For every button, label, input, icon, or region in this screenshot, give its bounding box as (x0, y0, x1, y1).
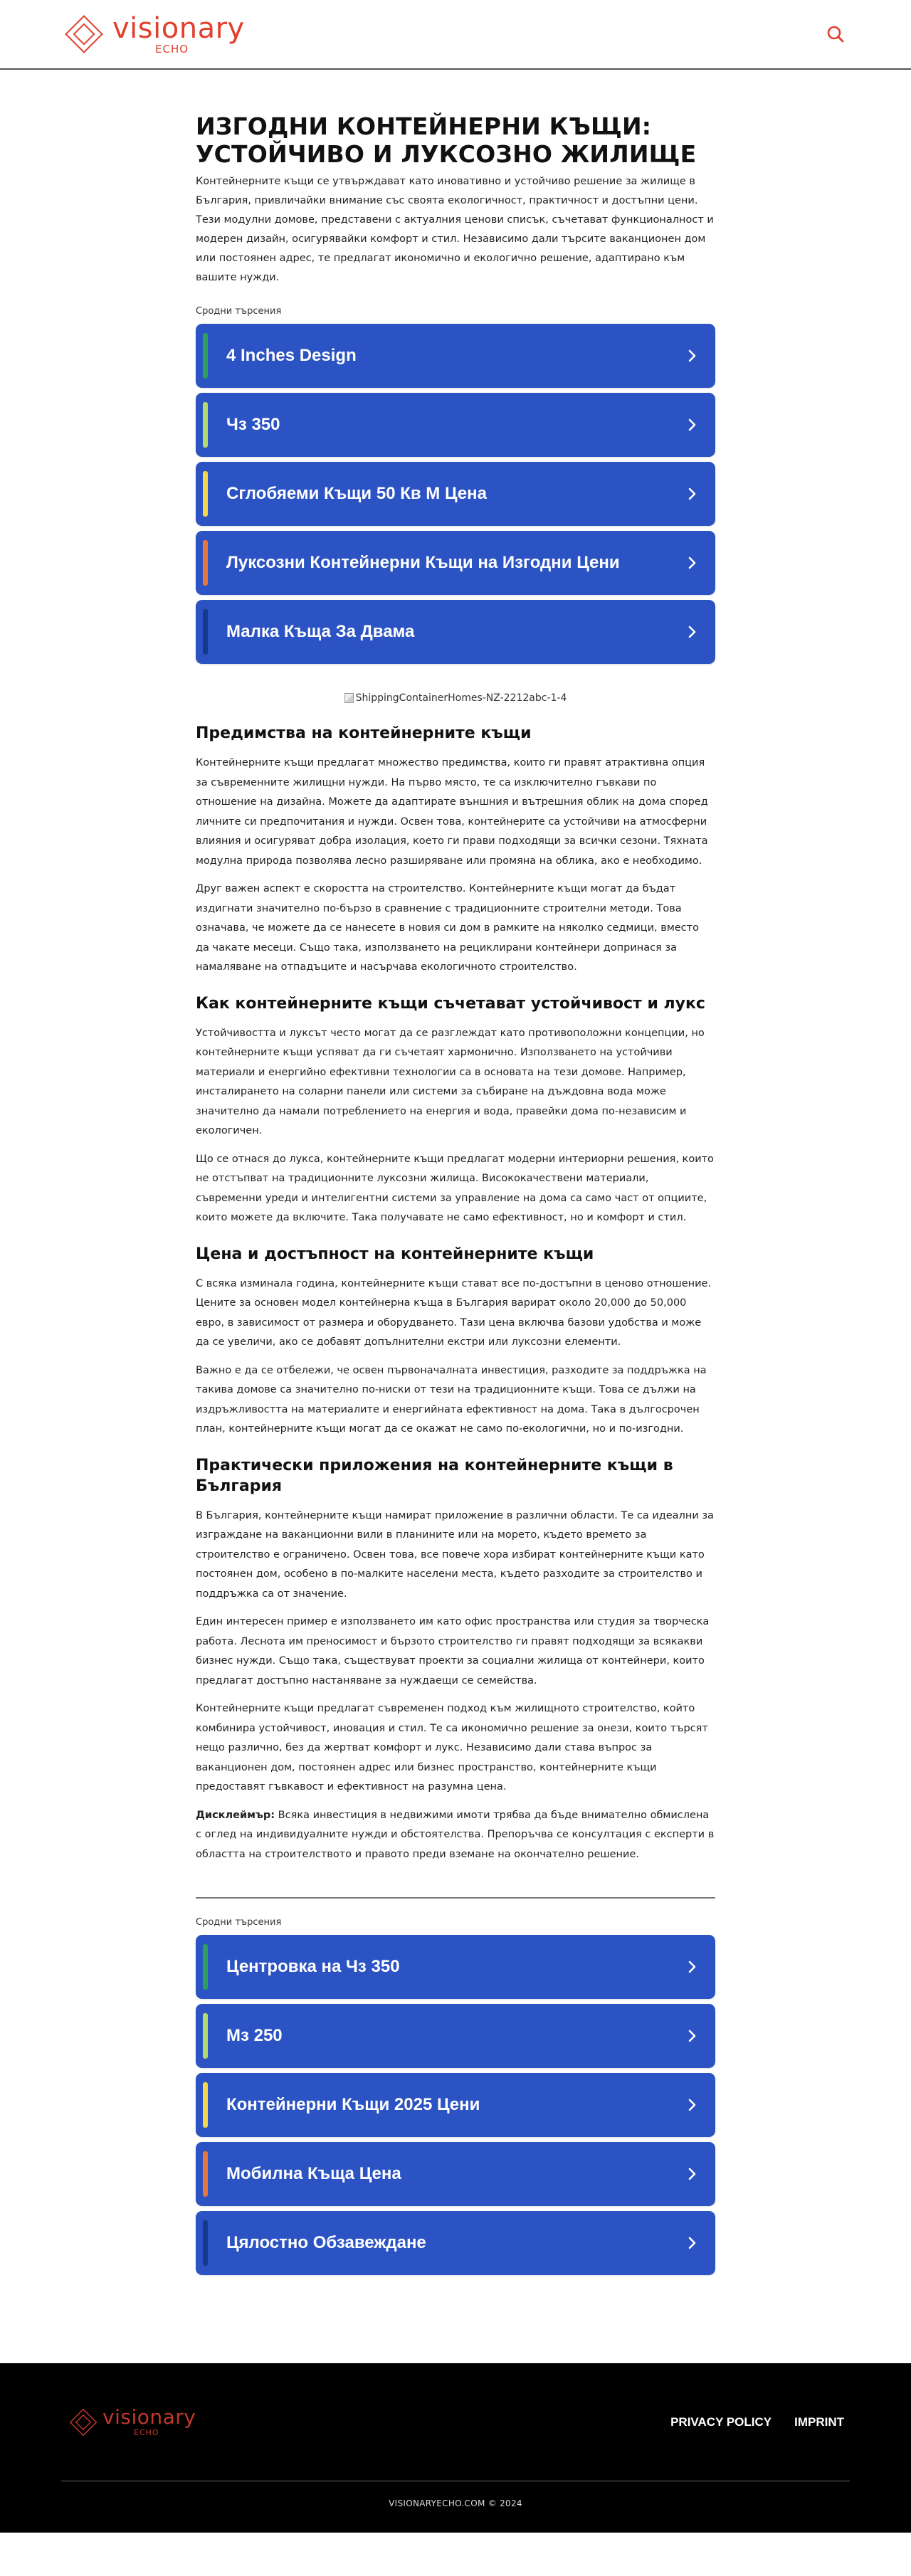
site-footer (0, 2363, 911, 2533)
section-paragraph: Устойчивостта и луксът често могат да се разглеждат като противоположни концепции, но контейнерните къщи успяват да ги съчетаят хармонично. Използването на устойчиви материали и енергийно ефективни технологии са в основата на тези домове. Например, инсталирането на соларни панели или системи за събиране на дъждовна вода може значително да намали потреблението на енергия и вода, правейки дома по-независим и екологичен. (196, 1027, 705, 1136)
chevron-right-icon (684, 417, 700, 433)
related-search-label: 4 Inches Design (226, 346, 357, 365)
search-icon (826, 25, 845, 43)
section-paragraph: Друг важен аспект е скоростта на строителство. Контейнерните къщи могат да бъдат издигнати значително по-бързо в сравнение с традиционните строителни методи. Това означава, че можете да се нанесете в новия си дом в рамките на няколко седмици, вместо да чакате месеци. Също така, използването на рециклирани контейнери допринася за намаляване на отпадъците и насърчава екологичното строителство. (196, 883, 699, 973)
divider (196, 1897, 715, 1899)
section-heading: Как контейнерните къщи съчетават устойчивост и лукс (196, 994, 705, 1013)
disclaimer-label: Дисклеймър: (196, 1809, 275, 1821)
section-heading: Цена и достъпност на контейнерните къщи (196, 1245, 594, 1263)
accent-bar (203, 540, 208, 586)
section-applications (196, 1455, 715, 1865)
related-search-item[interactable] (196, 2004, 715, 2068)
related-search-item[interactable] (196, 1935, 715, 1999)
chevron-right-icon (684, 2166, 700, 2182)
accent-bar (203, 1944, 208, 1990)
search-button[interactable] (821, 20, 850, 48)
related-search-label: Сглобяеми Къщи 50 Кв М Цена (226, 484, 487, 503)
chevron-right-icon (684, 2028, 700, 2044)
section-paragraph: Що се отнася до лукса, контейнерните къщи предлагат модерни интериорни решения, които не отстъпват на традиционните луксозни жилища. Висококачествени материали, съвременни уреди и интелигентни системи за управление на дома са само част от опциите, които можете да включите. Така получавате не само ефективност, но и комфорт и стил. (196, 1153, 714, 1223)
related-searches-bottom (196, 1935, 715, 2275)
privacy-policy-link[interactable]: PRIVACY POLICY (670, 2414, 772, 2429)
chevron-right-icon (684, 1959, 700, 1975)
chevron-right-icon (684, 348, 700, 364)
copyright: VISIONARYECHO.COM © 2024 (389, 2498, 522, 2508)
disclaimer (196, 1806, 715, 1865)
diamond-logo-icon (67, 2406, 100, 2439)
section-paragraph: Важно е да се отбележи, че освен първоначалната инвестиция, разходите за поддръжка на такива домове са значително по-ниски от тези на традиционните къщи. Това се дължи на издръжливостта на материалите и енергийната ефективност на дома. Така в дългосрочен план, контейнерните къщи могат да се окажат не само по-екологични, но и по-изгодни. (196, 1364, 707, 1435)
chevron-right-icon (684, 624, 700, 640)
logo-name: visionary (112, 11, 245, 45)
section-paragraph: Един интересен пример е използването им като офис пространства или студия за творческа работа. Леснота им преносимост и бързото строителство ги правят подходящи за всякакви бизнес нужди. Също така, съществуват проекти за социални жилища от контейнери, които предлагат достъпно настаняване за нуждаещи се семейства. (196, 1616, 710, 1686)
related-searches-label: Сродни търсения (196, 306, 282, 317)
related-search-label: Мз 250 (226, 2026, 283, 2045)
disclaimer-text: Всяка инвестиция в недвижими имоти трябва да бъде внимателно обмислена с оглед на индивидуалните нужди и обстоятелства. Препоръчва се консултация с експерти в областта на строителството и правото преди вземане на окончателно решение. (196, 1809, 715, 1860)
related-searches-top (196, 324, 715, 664)
related-searches-label: Сродни търсения (196, 1917, 282, 1928)
logo-subname: ECHO (155, 42, 189, 56)
logo-text (112, 11, 245, 56)
site-logo[interactable] (61, 11, 245, 57)
accent-bar (203, 471, 208, 517)
footer-logo-name: visionary (102, 2405, 196, 2429)
related-search-label: Луксозни Контейнерни Къщи на Изгодни Цени (226, 553, 620, 572)
accent-bar (203, 2151, 208, 2197)
article-image (196, 692, 715, 706)
chevron-right-icon (684, 555, 700, 571)
footer-nav (670, 2415, 844, 2429)
section-paragraph: Контейнерните къщи предлагат множество предимства, които ги правят атрактивна опция за съвременните жилищни нужди. На първо място, те са изключително гъвкави по отношение на дизайна. Можете да адаптирате външния и вътрешния облик на дома според личните си предпочитания и нужди. Освен това, контейнерите са устойчиви на атмосферни влияния и осигуряват добра изолация, което ги прави подходящи за всички сезони. Тяхната модулна природа позволява лесно разширяване или промяна на облика, ако е необходимо. (196, 757, 708, 867)
section-advantages (196, 723, 715, 978)
section-heading: Практически приложения на контейнерните къщи в България (196, 1456, 673, 1495)
related-search-item[interactable] (196, 2211, 715, 2275)
chevron-right-icon (684, 486, 700, 502)
page-title: ИЗГОДНИ КОНТЕЙНЕРНИ КЪЩИ: УСТОЙЧИВО И ЛУКСОЗНО ЖИЛИЩЕ (196, 112, 697, 168)
related-search-item[interactable] (196, 2073, 715, 2137)
accent-bar (203, 402, 208, 448)
related-search-item[interactable] (196, 393, 715, 457)
related-search-label: Цялостно Обзавеждане (226, 2233, 426, 2252)
chevron-right-icon (684, 2097, 700, 2113)
article-main (196, 70, 715, 2275)
footer-logo-subname: ECHO (134, 2428, 159, 2437)
intro-paragraph: Контейнерните къщи се утвърждават като иновативно и устойчиво решение за жилище в България, привличайки внимание със своята екологичност, практичност и достъпни цени. Тези модулни домове, представени с актуалния ценови списък, съчетават функционалност и модерен дизайн, осигурявайки комфорт и стил. Независимо дали търсите ваканционен дом или постоянен адрес, те предлагат икономично и екологично решение, адаптирано към вашите нужди. (196, 176, 714, 283)
related-search-label: Контейнерни Къщи 2025 Цени (226, 2095, 480, 2114)
related-search-label: Чз 350 (226, 415, 280, 434)
section-price (196, 1244, 715, 1440)
accent-bar (203, 2013, 208, 2059)
imprint-link[interactable]: IMPRINT (794, 2414, 844, 2429)
image-alt-text: ShippingContainerHomes-NZ-2212abc-1-4 (355, 692, 567, 704)
site-header (0, 0, 911, 70)
related-search-item[interactable] (196, 600, 715, 664)
related-search-label: Малка Къща За Двама (226, 622, 415, 641)
accent-bar (203, 609, 208, 655)
diamond-logo-icon (61, 11, 107, 57)
chevron-right-icon (684, 2235, 700, 2251)
section-heading: Предимства на контейнерните къщи (196, 724, 532, 742)
related-search-item[interactable] (196, 531, 715, 595)
section-paragraph: Контейнерните къщи предлагат съвременен подход към жилищното строителство, който комбинира устойчивост, иновация и стил. Те са икономично решение за онези, които търсят нещо различно, без да жертват комфорт и лукс. Независимо дали става въпрос за ваканционен дом, постоянен адрес или бизнес пространство, контейнерните къщи предоставят гъвкавост и ефективност на разумна цена. (196, 1703, 708, 1793)
related-search-label: Мобилна Къща Цена (226, 2164, 401, 2183)
section-paragraph: В България, контейнерните къщи намират приложение в различни области. Те са идеални за изграждане на ваканционни вили в планините или на морето, където времето за строителство е ограничено. Освен това, все повече хора избират контейнерните къщи като постоянен дом, особено в по-малките населени места, където разходите за строителство и поддръжка са от значение. (196, 1509, 714, 1600)
section-sustainability-luxury (196, 993, 715, 1228)
related-search-item[interactable] (196, 324, 715, 388)
accent-bar (203, 2082, 208, 2128)
related-search-label: Центровка на Чз 350 (226, 1957, 400, 1976)
accent-bar (203, 2220, 208, 2266)
related-search-item[interactable] (196, 2142, 715, 2206)
accent-bar (203, 333, 208, 379)
section-paragraph: С всяка изминала година, контейнерните къщи стават все по-достъпни в ценово отношение. Цените за основен модел контейнерна къща в България варират около 20,000 до 50,000 евро, в зависимост от размера и оборудването. Тази цена включва базови удобства и може да се увеличи, ако се добавят допълнителни екстри или луксозни елементи. (196, 1277, 712, 1348)
related-search-item[interactable] (196, 462, 715, 526)
broken-image-icon (344, 693, 354, 703)
footer-logo[interactable] (67, 2406, 196, 2439)
